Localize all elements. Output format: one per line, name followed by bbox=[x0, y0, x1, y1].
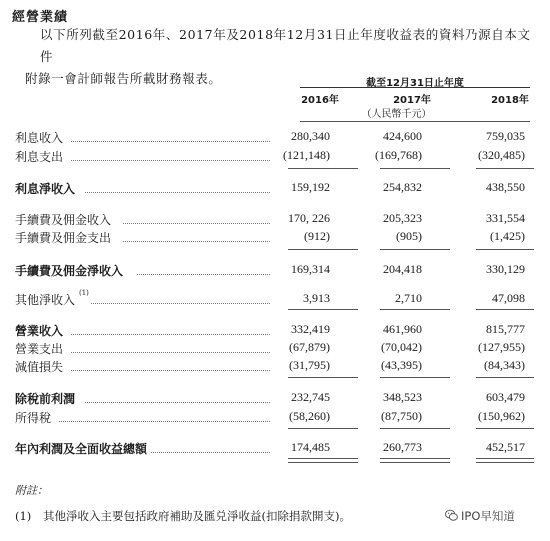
cell-value-2016: (31,795) bbox=[289, 358, 330, 372]
note-number: (1) bbox=[15, 509, 32, 523]
cell-value-2018: 452,517 bbox=[486, 440, 525, 454]
footnote-marker: (1) bbox=[79, 289, 89, 297]
row-label: 除稅前利潤 bbox=[15, 392, 76, 406]
subtotal-rule bbox=[380, 168, 450, 169]
year-header-2017: 2017年 bbox=[393, 95, 431, 106]
cell-value-2018: 330,129 bbox=[486, 262, 525, 276]
subtotal-rule bbox=[476, 428, 534, 429]
cell-value-2017: 254,832 bbox=[383, 180, 422, 194]
period-header-rule bbox=[300, 87, 530, 88]
cell-value-2016: (912) bbox=[304, 229, 330, 243]
leader-dots bbox=[71, 334, 270, 335]
leader-dots bbox=[71, 370, 270, 371]
table-row bbox=[15, 180, 530, 198]
cell-value-2018: 759,035 bbox=[486, 129, 525, 143]
total-double-rule bbox=[288, 458, 358, 463]
subtotal-rule bbox=[288, 249, 358, 250]
row-label: 手續費及佣金淨收入 bbox=[15, 264, 124, 278]
cell-value-2016: 174,485 bbox=[291, 440, 330, 454]
cell-value-2017: (169,768) bbox=[375, 148, 422, 162]
leader-dots bbox=[151, 452, 270, 453]
table-row bbox=[15, 340, 530, 358]
subtotal-rule bbox=[380, 309, 450, 310]
subtotal-rule bbox=[288, 309, 358, 310]
wechat-icon bbox=[445, 509, 458, 522]
intro-line-2: 附錄一會計師報告所載財務報表。 bbox=[25, 71, 222, 86]
row-label: 利息支出 bbox=[15, 150, 64, 164]
watermark bbox=[445, 508, 515, 524]
table-row bbox=[15, 129, 530, 147]
row-label: 所得稅 bbox=[15, 411, 52, 425]
subtotal-rule bbox=[288, 377, 358, 378]
cell-value-2017: 2,710 bbox=[395, 291, 422, 305]
cell-value-2018: 815,777 bbox=[486, 322, 525, 336]
cell-value-2018: 603,479 bbox=[486, 390, 525, 404]
cell-value-2018: (320,485) bbox=[478, 148, 525, 162]
cell-value-2018: (84,343) bbox=[484, 358, 525, 372]
leader-dots bbox=[59, 421, 270, 422]
leader-dots bbox=[71, 160, 270, 161]
leader-dots bbox=[85, 192, 270, 193]
cell-value-2017: 424,600 bbox=[383, 129, 422, 143]
leader-dots bbox=[137, 274, 270, 275]
year-header-2016: 2016年 bbox=[301, 95, 339, 106]
cell-value-2016: (67,879) bbox=[289, 340, 330, 354]
row-label: 手續費及佣金支出 bbox=[15, 231, 112, 245]
subtotal-rule bbox=[288, 168, 358, 169]
subtotal-rule bbox=[288, 428, 358, 429]
table-row bbox=[15, 229, 530, 247]
intro-line-1: 以下所列截至2016年、2017年及2018年12月31日止年度收益表的資料乃源自本文件 bbox=[40, 27, 531, 64]
cell-value-2016: (58,260) bbox=[289, 409, 330, 423]
unit-label: （人民幣千元） bbox=[361, 109, 432, 120]
leader-dots bbox=[91, 303, 270, 304]
row-label: 利息淨收入 bbox=[15, 182, 76, 196]
notes-heading: 附註： bbox=[15, 484, 48, 497]
row-label: 手續費及佣金收入 bbox=[15, 213, 112, 227]
header-bottom-rule bbox=[300, 121, 530, 122]
year-header-2018: 2018年 bbox=[491, 95, 529, 106]
table-row bbox=[15, 440, 530, 458]
table-row bbox=[15, 322, 530, 340]
cell-value-2017: (43,395) bbox=[381, 358, 422, 372]
subtotal-rule bbox=[476, 168, 534, 169]
cell-value-2016: 3,913 bbox=[303, 291, 330, 305]
row-label: 年內利潤及全面收益總額 bbox=[15, 442, 148, 456]
row-label: 其他淨收入 bbox=[15, 293, 76, 307]
cell-value-2017: 260,773 bbox=[383, 440, 422, 454]
subtotal-rule bbox=[476, 309, 534, 310]
table-row bbox=[15, 262, 530, 280]
cell-value-2018: (1,425) bbox=[490, 229, 525, 243]
row-label: 營業收入 bbox=[15, 324, 64, 338]
cell-value-2018: 47,098 bbox=[492, 291, 525, 305]
cell-value-2016: 159,192 bbox=[291, 180, 330, 194]
cell-value-2016: 332,419 bbox=[291, 322, 330, 336]
section-title: 經營業績 bbox=[12, 10, 69, 25]
leader-dots bbox=[123, 223, 270, 224]
cell-value-2016: 170, 226 bbox=[288, 211, 330, 225]
subtotal-rule bbox=[476, 249, 534, 250]
cell-value-2018: (127,955) bbox=[478, 340, 525, 354]
cell-value-2017: (905) bbox=[396, 229, 422, 243]
table-row bbox=[15, 409, 530, 427]
cell-value-2017: 204,418 bbox=[383, 262, 422, 276]
note-text: 其他淨收入主要包括政府補助及匯兑淨收益(扣除捐款開支)。 bbox=[43, 509, 351, 523]
cell-value-2016: 232,745 bbox=[291, 390, 330, 404]
cell-value-2017: 205,323 bbox=[383, 211, 422, 225]
row-label: 營業支出 bbox=[15, 342, 64, 356]
watermark-text: IPO早知道 bbox=[461, 509, 515, 523]
cell-value-2018: (150,962) bbox=[478, 409, 525, 423]
cell-value-2016: 169,314 bbox=[291, 262, 330, 276]
total-double-rule bbox=[476, 458, 534, 463]
cell-value-2016: 280,340 bbox=[291, 129, 330, 143]
leader-dots bbox=[71, 352, 270, 353]
cell-value-2017: 348,523 bbox=[383, 390, 422, 404]
cell-value-2017: (87,750) bbox=[381, 409, 422, 423]
leader-dots bbox=[71, 141, 270, 142]
cell-value-2018: 438,550 bbox=[486, 180, 525, 194]
leader-dots bbox=[85, 402, 270, 403]
table-row bbox=[15, 390, 530, 408]
cell-value-2017: 461,960 bbox=[383, 322, 422, 336]
row-label: 利息收入 bbox=[15, 131, 64, 145]
table-row bbox=[15, 148, 530, 166]
subtotal-rule bbox=[380, 377, 450, 378]
row-label: 減值損失 bbox=[15, 360, 64, 374]
cell-value-2017: (70,042) bbox=[381, 340, 422, 354]
cell-value-2018: 331,554 bbox=[486, 211, 525, 225]
subtotal-rule bbox=[380, 249, 450, 250]
total-double-rule bbox=[380, 458, 450, 463]
table-row bbox=[15, 211, 530, 229]
subtotal-rule bbox=[476, 377, 534, 378]
subtotal-rule bbox=[380, 428, 450, 429]
table-row bbox=[15, 358, 530, 376]
table-row bbox=[15, 291, 530, 309]
note-item bbox=[15, 508, 351, 524]
period-header: 截至12月31日止年度 bbox=[366, 78, 464, 89]
cell-value-2016: (121,148) bbox=[283, 148, 330, 162]
leader-dots bbox=[123, 241, 270, 242]
